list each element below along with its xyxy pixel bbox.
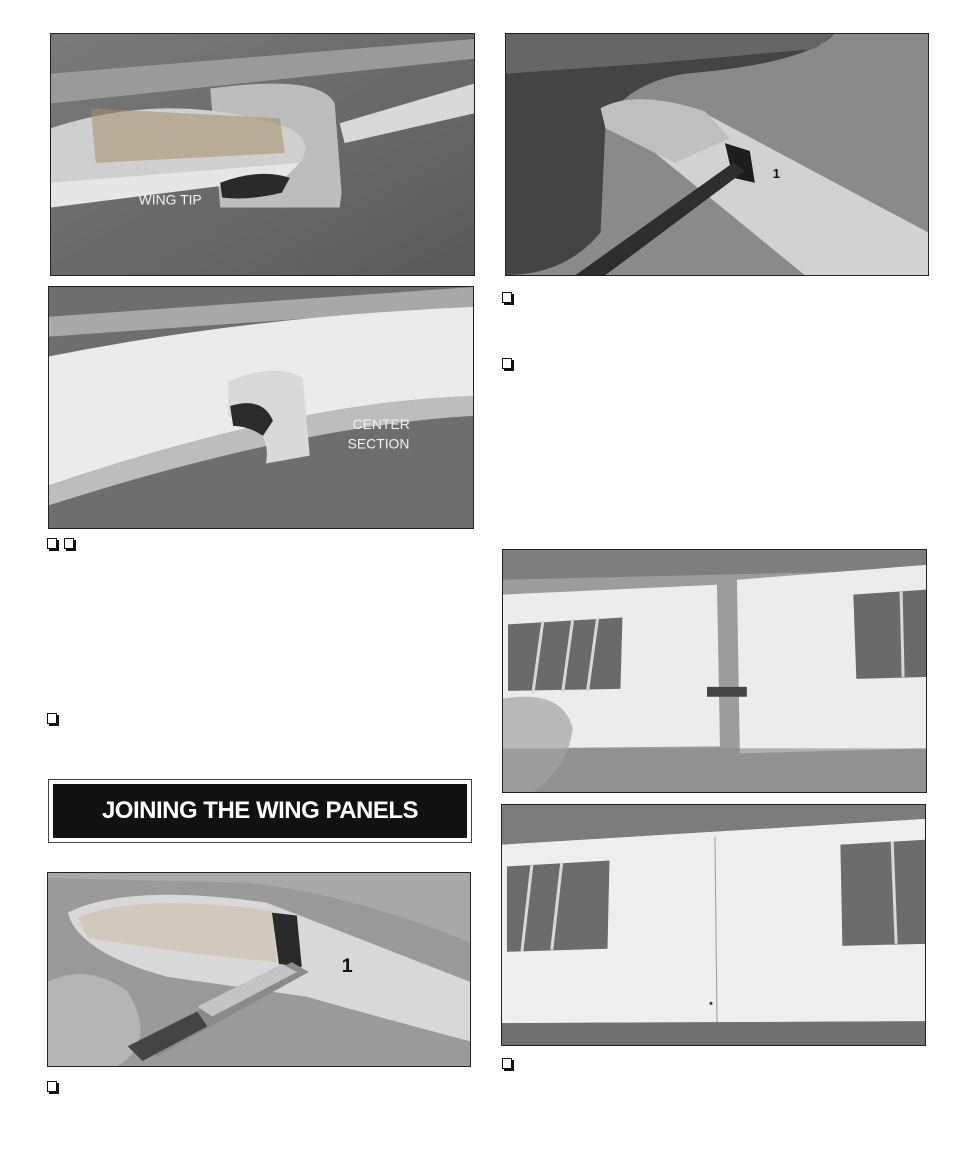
checkbox-square-icon[interactable] [64, 538, 74, 549]
photo-panels-joined [501, 804, 926, 1046]
wing-tip-label: WING TIP [138, 191, 202, 208]
center-section-label-line1: CENTER [352, 415, 410, 432]
section-heading: JOINING THE WING PANELS [53, 784, 467, 838]
checkbox-square-icon[interactable] [47, 1081, 57, 1092]
checkbox-square-icon[interactable] [502, 1058, 512, 1069]
photo-center-section [48, 286, 474, 529]
checkbox-square-icon[interactable] [502, 358, 512, 369]
photo-wing-tip [50, 33, 475, 276]
checkbox-square-icon[interactable] [47, 713, 57, 724]
section-heading-banner [48, 779, 472, 843]
rib-number-1-photo6: 1 [341, 955, 353, 977]
photo-panels-apart [502, 549, 927, 793]
rib-number-1-photo2: 1 [772, 165, 780, 181]
checkbox-square-icon[interactable] [47, 538, 57, 549]
checkbox-square-icon[interactable] [502, 292, 512, 303]
photo-knife-rib-1 [47, 872, 471, 1067]
center-section-label-line2: SECTION [347, 435, 410, 452]
photo-hand-rib-1 [505, 33, 929, 276]
